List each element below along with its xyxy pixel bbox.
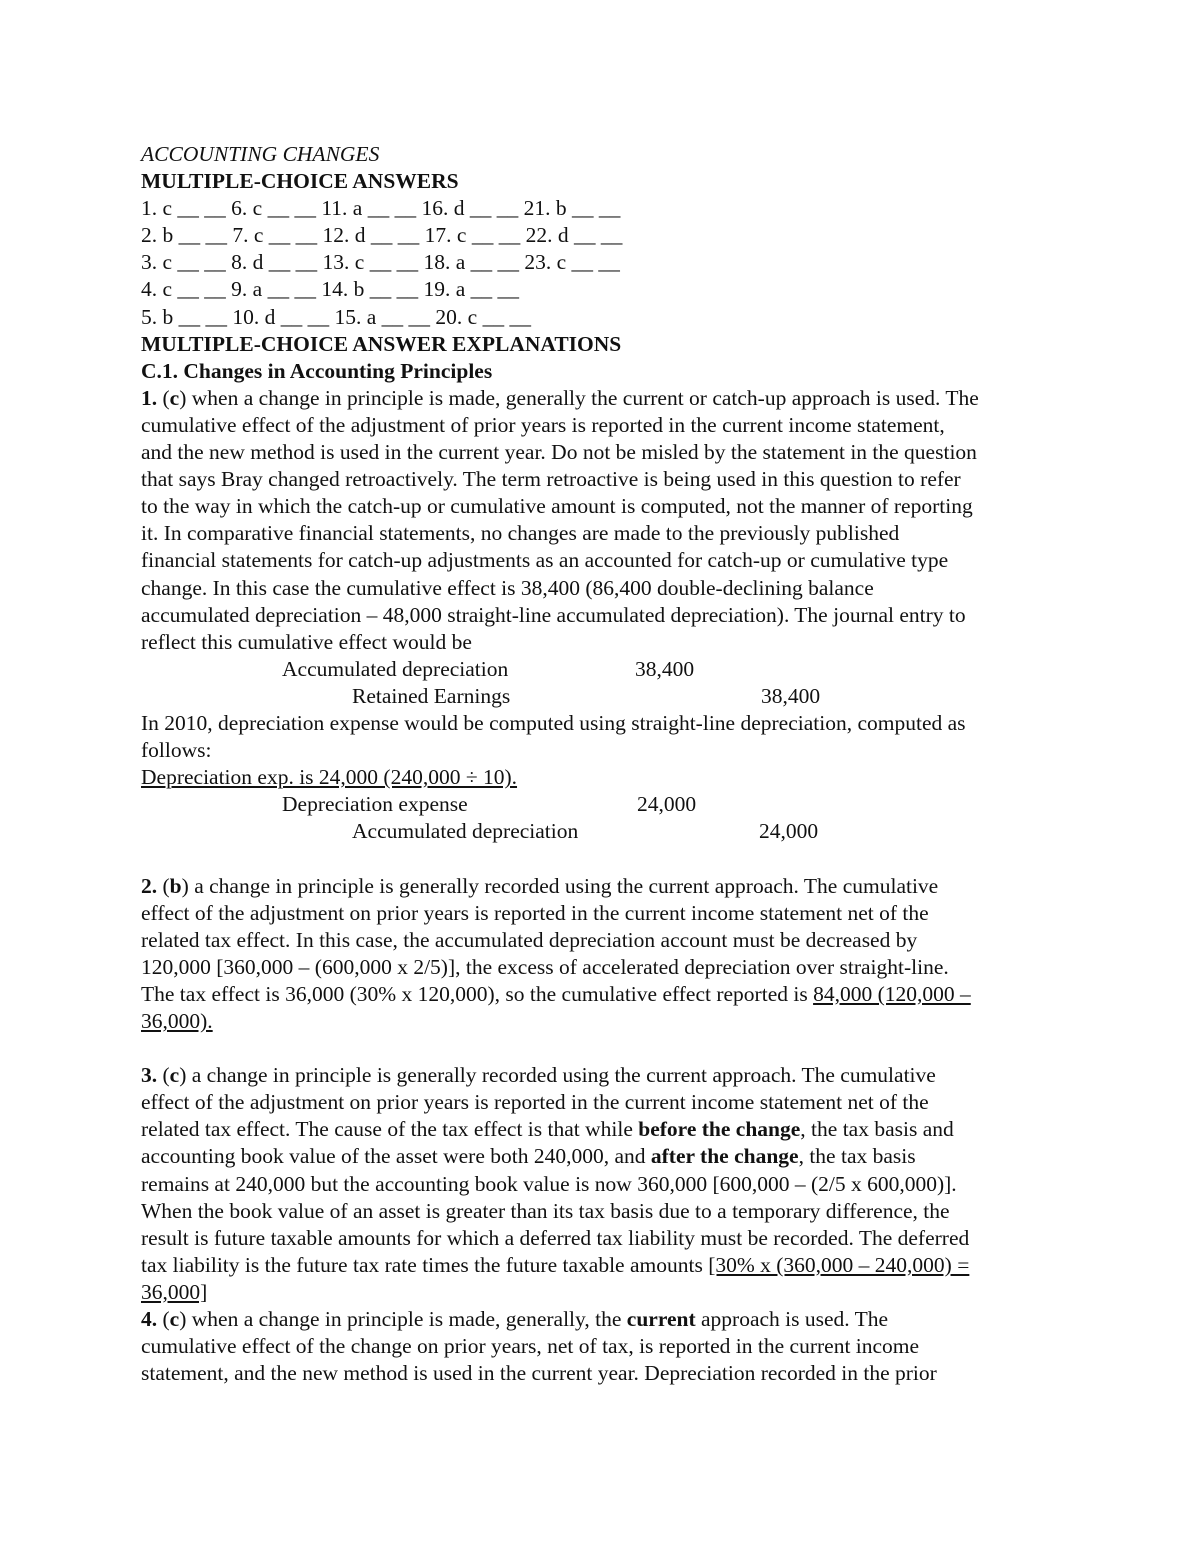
explanation-q4: 4. (c) when a change in principle is made, generally, the current approach is used. The cumulative effect of the change on prior years, net of tax, is reported in the current income statement, and the new method is used in the current year. Depreciation recorded in the prior (141, 1306, 1071, 1387)
text-line: to the way in which the catch-up or cumulative amount is computed, not the manner of reporting (141, 494, 973, 519)
section-heading: C.1. Changes in Accounting Principles (141, 358, 493, 383)
debit-account: Depreciation expense (282, 792, 468, 817)
text-line: a change in principle is generally recorded using the current approach. The cumulative (186, 1063, 936, 1088)
text-line: effect of the adjustment on prior years is reported in the current income statement net of the (141, 900, 929, 925)
explanation-q2: 2. (b) a change in principle is generally recorded using the current approach. The cumulative effect of the adjustment on prior years is reported in the current income statement net of the related tax effect. In this case, the accumulated depreciation account must be decreased by 120,000 [360,000 – (600,000 x 2/5)], the excess of accelerated depreciation over straight-line. The tax effect is 36,000 (30% x 120,000), so the cumulative effect reported is 84,000 (120,000 – 36,000). (141, 873, 1071, 1036)
emphasis: current (626, 1307, 696, 1332)
answer-row: 2. b __ __ 7. c __ __ 12. d __ __ 17. c __ __ 22. d __ __ (141, 223, 623, 248)
text-line: tax liability is the future tax rate times the future taxable amounts (141, 1252, 709, 1277)
text-line: When the book value of an asset is greater than its tax basis due to a temporary difference, the (141, 1198, 950, 1223)
text-line: 120,000 [360,000 – (600,000 x 2/5)], the excess of accelerated depreciation over straight-line. (141, 954, 949, 979)
credit-account: Retained Earnings (352, 683, 511, 708)
answer-row: 5. b __ __ 10. d __ __ 15. a __ __ 20. c __ __ (141, 304, 531, 329)
text-line: related tax effect. In this case, the accumulated depreciation account must be decreased by (141, 927, 918, 952)
text-line: The tax effect is 36,000 (30% x 120,000), so the cumulative effect reported is (141, 981, 814, 1006)
text-line: statement, and the new method is used in the current year. Depreciation recorded in the prior (141, 1361, 937, 1386)
text-line: In 2010, depreciation expense would be computed using straight-line depreciation, computed as (141, 710, 966, 735)
journal-entry-2 (141, 791, 1071, 845)
answer-letter: c (169, 1063, 180, 1088)
question-number: 1. (141, 385, 158, 410)
answer-row: 3. c __ __ 8. d __ __ 13. c __ __ 18. a __ __ 23. c __ __ (141, 250, 620, 275)
text-line: a change in principle is generally recorded using the current approach. The cumulative (188, 873, 939, 898)
text-line: remains at 240,000 but the accounting book value is now 360,000 [600,000 – (2/5 x 600,000)]. (141, 1171, 957, 1196)
document-page (141, 141, 1071, 1387)
text-line: that says Bray changed retroactively. The term retroactive is being used in this question to refer (141, 467, 961, 492)
text-line: accounting book value of the asset were both 240,000, and (141, 1144, 651, 1169)
text-line: change. In this case the cumulative effect is 38,400 (86,400 double-declining balance (141, 575, 874, 600)
explanations-heading: MULTIPLE-CHOICE ANSWER EXPLANATIONS (141, 331, 622, 356)
answer-letter: b (169, 873, 182, 898)
text-line: cumulative effect of the change on prior years, net of tax, is reported in the current income (141, 1334, 920, 1359)
cumulative-effect-amount-cont: 36,000). (141, 1009, 213, 1033)
text-line: related tax effect. The cause of the tax effect is that while (141, 1117, 639, 1142)
answer-letter: c (169, 385, 180, 410)
text-line: approach is used. The (695, 1307, 889, 1332)
journal-entry-1 (141, 656, 1071, 710)
text-line: it. In comparative financial statements, no changes are made to the previously published (141, 521, 900, 546)
debit-amount: 38,400 (635, 656, 695, 681)
text-line: follows: (141, 738, 212, 763)
text-line: , the tax basis (798, 1144, 916, 1169)
depreciation-computation: Depreciation exp. is 24,000 (240,000 ÷ 10). (141, 765, 518, 790)
text-line: financial statements for catch-up adjustments as an accounted for catch-up or cumulative type (141, 548, 949, 573)
text-line: when a change in principle is made, generally, the (186, 1307, 627, 1332)
mc-answers-heading: MULTIPLE-CHOICE ANSWERS (141, 169, 459, 194)
debit-account: Accumulated depreciation (282, 656, 509, 681)
answer-letter: c (169, 1307, 180, 1332)
answer-row: 4. c __ __ 9. a __ __ 14. b __ __ 19. a __ __ (141, 277, 520, 302)
question-number: 3. (141, 1063, 158, 1088)
question-number: 2. (141, 873, 158, 898)
credit-amount: 38,400 (761, 683, 821, 708)
text-line: cumulative effect of the adjustment of prior years is reported in the current income statement, (141, 412, 945, 437)
credit-amount: 24,000 (759, 819, 819, 844)
emphasis: before the change (638, 1117, 801, 1142)
explanation-q1: 1. (c) when a change in principle is made, generally the current or catch-up approach is used. The cumulative effect of the adjustment of prior years is reported in the current income statement, and the new method is used in the current year. Do not be misled by the statement in the question that says Bray changed retroactively. The term retroactive is being used in this question to refer to the way in which the catch-up or cumulative amount is computed, not the manner of reporting it. In comparative financial statements, no changes are made to the previously published financial statements for catch-up adjustments as an accounted for catch-up or cumulative type change. In this case the cumulative effect is 38,400 (86,400 double-declining balance accumulated depreciation – 48,000 straight-line accumulated depreciation). The journal entry to reflect this cumulative effect would be Accumulated depreciation 38,400 Retained Earnings 38,400 In 2010, depreciation expense would be computed using straight-line depreciation, computed as follows: Depreciation exp. is 24,000 (240,000 ÷ 10). Depreciation expense 24,000 Accumulated depreciation 24,000 (141, 385, 1071, 846)
text-line: , the tax basis and (800, 1117, 954, 1142)
deferred-tax-computation-cont: 36,000] (141, 1279, 208, 1304)
answer-row: 1. c __ __ 6. c __ __ 11. a __ __ 16. d __ __ 21. b __ __ (141, 196, 621, 221)
document-title: ACCOUNTING CHANGES (141, 142, 380, 166)
text-line: effect of the adjustment on prior years is reported in the current income statement net of the (141, 1090, 929, 1115)
deferred-tax-computation: [30% x (360,000 – 240,000) = (708, 1252, 970, 1277)
text-line: reflect this cumulative effect would be (141, 629, 472, 654)
question-number: 4. (141, 1307, 158, 1332)
text-line: when a change in principle is made, generally the current or catch-up approach is used. The (186, 385, 979, 410)
credit-account: Accumulated depreciation (352, 819, 579, 844)
emphasis: after the change (650, 1144, 799, 1169)
answer-key (141, 195, 1071, 330)
text-line: result is future taxable amounts for which a deferred tax liability must be recorded. The deferred (141, 1225, 970, 1250)
debit-amount: 24,000 (637, 792, 697, 817)
text-line: accumulated depreciation – 48,000 straight-line accumulated depreciation). The journal entry to (141, 602, 966, 627)
text-line: and the new method is used in the current year. Do not be misled by the statement in the question (141, 440, 977, 465)
explanation-q3: 3. (c) a change in principle is generally recorded using the current approach. The cumulative effect of the adjustment on prior years is reported in the current income statement net of the related tax effect. The cause of the tax effect is that while before the change, the tax basis and accounting book value of the asset were both 240,000, and after the change, the tax basis remains at 240,000 but the accounting book value is now 360,000 [600,000 – (2/5 x 600,000)]. When the book value of an asset is greater than its tax basis due to a temporary difference, the result is future taxable amounts for which a deferred tax liability must be recorded. The deferred tax liability is the future tax rate times the future taxable amounts [30% x (360,000 – 240,000) = 36,000] (141, 1062, 1071, 1306)
cumulative-effect-amount: 84,000 (120,000 – (813, 981, 971, 1006)
